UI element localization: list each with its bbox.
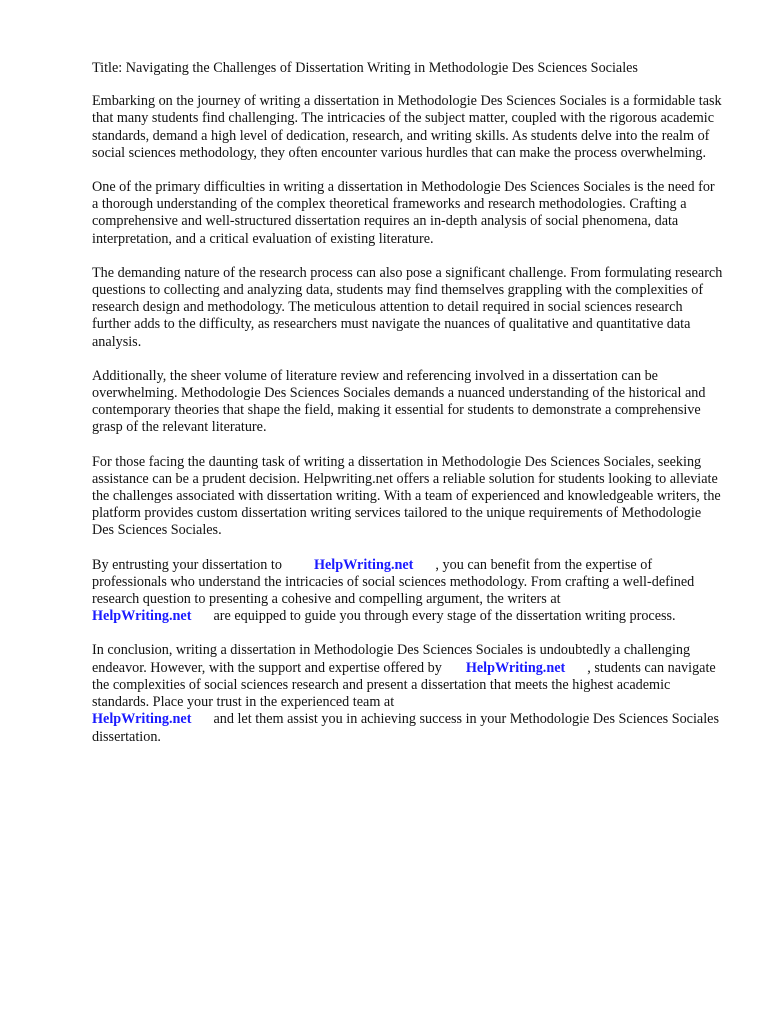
paragraph-text: are equipped to guide you through every stage of the dissertation writing process. — [213, 608, 676, 625]
paragraph-literature: Additionally, the sheer volume of literature review and referencing involved in a dissertation can be overwhelming. Methodologie Des Sciences Sociales demands a nuanced understanding of the historical and contemporary theories that shape the field, making it essential for students to demonstrate a comprehensive grasp of the relevant literature. — [92, 367, 706, 436]
paragraph-difficulties: One of the primary difficulties in writing a dissertation in Methodologie Des Sciences Sociales is the need for a thorough understanding of the complex theoretical frameworks and research methodologies. Crafting a comprehensive and well-structured dissertation requires an in-depth analysis of social phenomena, data interpretation, and a critical evaluation of existing literature. — [92, 179, 715, 247]
document-title: Title: Navigating the Challenges of Dissertation Writing in Methodologie Des Sciences Sociales — [92, 60, 638, 76]
paragraph-intro: Embarking on the journey of writing a dissertation in Methodologie Des Sciences Sociales is a formidable task that many students find challenging. The intricacies of the subject matter, coupled with the rigorous academic standards, demand a high level of dedication, research, and writing skills. As students delve into the realm of social sciences methodology, they often encounter various hurdles that can make the process overwhelming. — [92, 93, 722, 161]
paragraph-text: In conclusion, writing a dissertation in Methodologie Des Sciences Sociales is undoubtedly a challenging endeavor. However, with the support and expertise offered by — [92, 642, 691, 676]
paragraph-entrusting — [92, 557, 724, 626]
paragraph-text: By entrusting your dissertation to — [92, 556, 282, 573]
paragraph-assistance: For those facing the daunting task of writing a dissertation in Methodologie Des Sciences Sociales, seeking assistance can be a prudent decision. Helpwriting.net offers a reliable solution for students looking to alleviate the challenges associated with dissertation writing. With a team of experienced and knowledgeable writers, the platform provides custom dissertation writing services tailored to the unique requirements of Methodologie Des Sciences Sociales. — [92, 453, 721, 539]
paragraph-text: and let them assist you in achieving success in your Methodologie Des Sciences Sociales dissertation. — [92, 711, 719, 745]
paragraph-conclusion — [92, 642, 724, 745]
helpwriting-link[interactable]: HelpWriting.net — [92, 711, 192, 728]
helpwriting-link[interactable]: HelpWriting.net — [92, 608, 192, 625]
helpwriting-link[interactable]: HelpWriting.net — [465, 659, 566, 676]
document-page — [92, 60, 724, 763]
paragraph-text: , you can benefit from the expertise of professionals who understand the intricacies of social sciences methodology. From crafting a well-defined research question to presenting a cohesive and compelling argument, the writers at — [92, 556, 695, 608]
paragraph-research-process: The demanding nature of the research process can also pose a significant challenge. From formulating research questions to collecting and analyzing data, students may find themselves grappling with the complexities of research design and methodology. The meticulous attention to detail required in social sciences research further adds to the difficulty, as researchers must navigate the nuances of qualitative and quantitative data analysis. — [92, 264, 723, 350]
paragraph-text: , students can navigate the complexities of social sciences research and present a dissertation that meets the highest academic standards. Place your trust in the experienced team at — [92, 659, 716, 711]
helpwriting-link[interactable]: HelpWriting.net — [313, 556, 414, 573]
